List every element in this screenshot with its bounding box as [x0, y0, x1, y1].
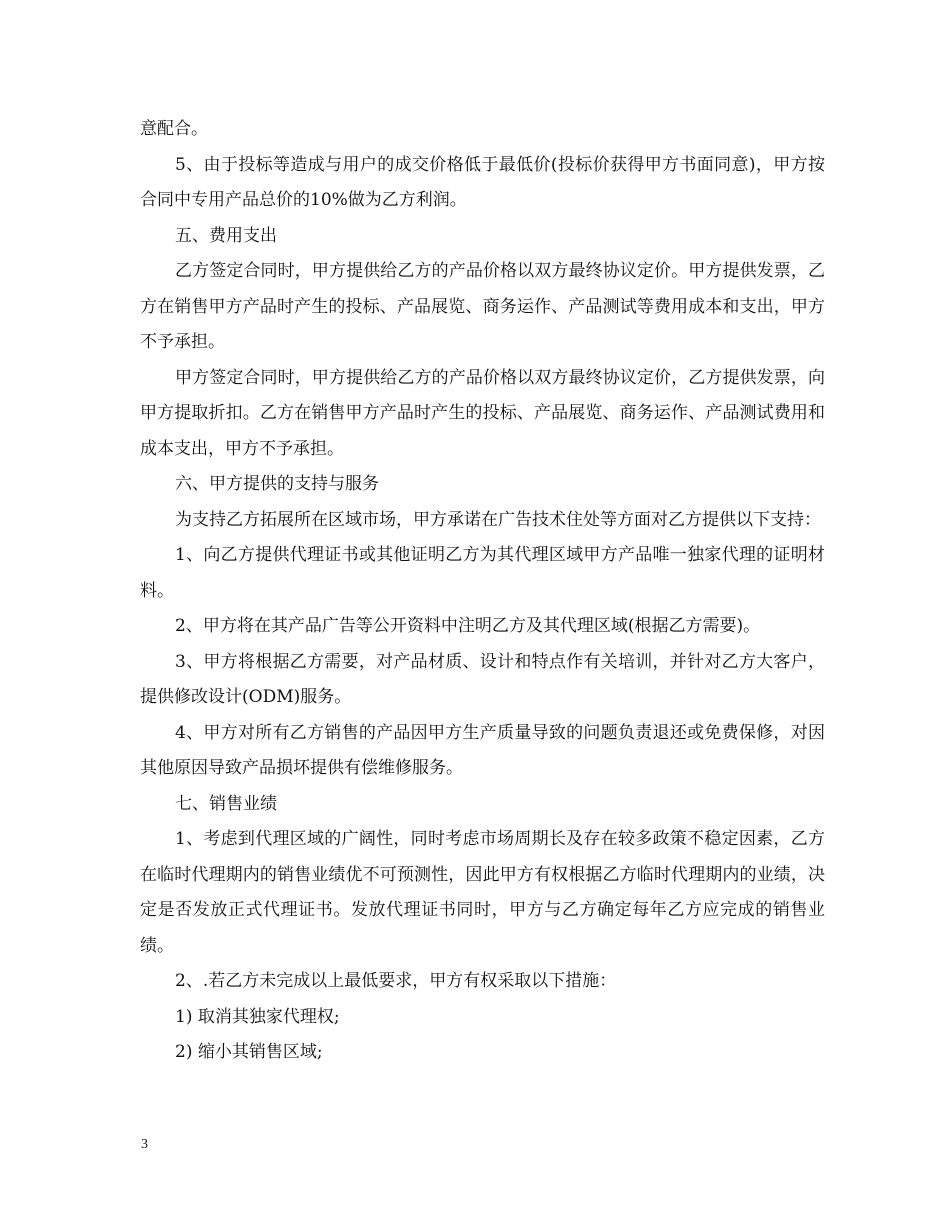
section-heading-sales: 七、销售业绩: [175, 793, 277, 814]
page-number: 3: [141, 1137, 148, 1152]
section-heading-support: 六、甲方提供的支持与服务: [175, 474, 379, 494]
paragraph-support-4: 4、甲方对所有乙方销售的产品因甲方生产质量导致的问题负责退还或免费保修，对因其他原因导致产品损坏提供有偿维修服务。: [140, 722, 825, 778]
paragraph-item-5: 5、由于投标等造成与用户的成交价格低于最低价(投标价获得甲方书面同意)，甲方按合同中专用产品总价的10%做为乙方利润。: [140, 154, 825, 210]
paragraph-support-intro: 为支持乙方拓展所在区域市场，甲方承诺在广告技术住处等方面对乙方提供以下支持：: [175, 509, 821, 530]
paragraph-support-1: 1、向乙方提供代理证书或其他证明乙方为其代理区域甲方产品唯一独家代理的证明材料。: [140, 545, 825, 601]
paragraph-sales-2: 2、.若乙方未完成以上最低要求，甲方有权采取以下措施：: [175, 971, 617, 991]
section-heading-expenses: 五、费用支出: [175, 225, 277, 246]
paragraph-expenses-2: 甲方签定合同时，甲方提供给乙方的产品价格以双方最终协议定价，乙方提供发票，向甲方提取折扣。乙方在销售甲方产品时产生的投标、产品展览、商务运作、产品测试费用和成本支出，甲方不予承担。: [140, 367, 825, 459]
list-item-measure-1: 1) 取消其独家代理权;: [175, 1006, 340, 1027]
paragraph-sales-1: 1、考虑到代理区域的广阔性，同时考虑市场周期长及存在较多政策不稳定因素，乙方在临时代理期内的销售业绩优不可预测性，因此甲方有权根据乙方临时代理期内的业绩，决定是否发放正式代理证书。发放代理证书同时，甲方与乙方确定每年乙方应完成的销售业绩。: [140, 829, 825, 956]
paragraph-expenses-1: 乙方签定合同时，甲方提供给乙方的产品价格以双方最终协议定价。甲方提供发票，乙方在销售甲方产品时产生的投标、产品展览、商务运作、产品测试等费用成本和支出，甲方不予承担。: [140, 261, 825, 352]
paragraph-continuation: 意配合。: [140, 119, 208, 139]
paragraph-support-2: 2、甲方将在其产品广告等公开资料中注明乙方及其代理区域(根据乙方需要)。: [175, 616, 761, 636]
paragraph-support-3: 3、甲方将根据乙方需要，对产品材质、设计和特点作有关培训，并针对乙方大客户，提供修改设计(ODM)服务。: [140, 651, 825, 707]
list-item-measure-2: 2) 缩小其销售区域;: [175, 1042, 323, 1062]
document-body: [140, 112, 825, 1071]
